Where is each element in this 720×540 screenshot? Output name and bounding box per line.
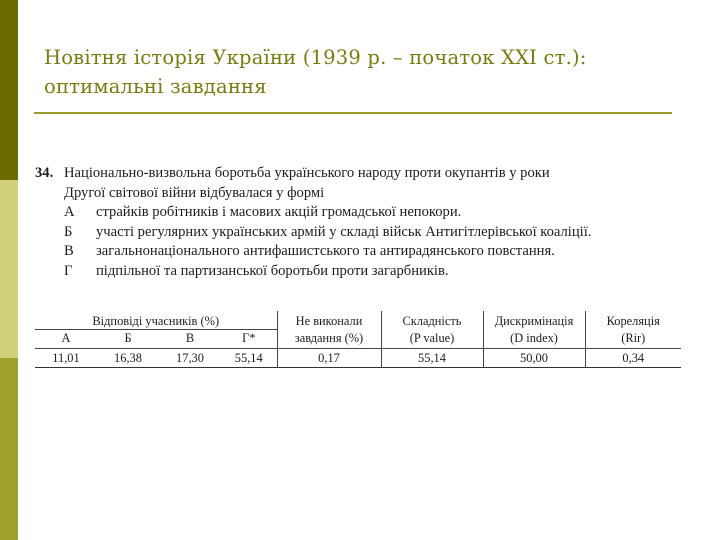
value-discrimination: 50,00	[483, 349, 585, 368]
title-divider	[34, 112, 672, 114]
value-b: 16,38	[97, 349, 159, 368]
option-g-letter: Г	[64, 262, 73, 279]
slide-title-line1: Новітня історія України (1939 р. – початок XXI ст.):	[44, 46, 587, 69]
value-a: 11,01	[35, 349, 97, 368]
question-text-line1: Національно-визвольна боротьба українського народу проти окупантів у роки	[64, 165, 550, 181]
answer-col-a: А	[35, 330, 97, 349]
answer-col-b: Б	[97, 330, 159, 349]
answer-col-v: В	[159, 330, 221, 349]
difficulty-header-1: Складність	[381, 311, 483, 330]
correlation-header-2: (Rir)	[585, 330, 681, 349]
table-row	[35, 349, 681, 368]
statistics-table	[35, 311, 681, 368]
side-bar-light	[0, 180, 18, 358]
option-v-letter: В	[64, 243, 74, 260]
value-g: 55,14	[221, 349, 277, 368]
option-v-text: загальнонаціонального антифашистського та антирадянського повстання.	[96, 243, 555, 260]
value-correlation: 0,34	[585, 349, 681, 368]
question-block	[35, 164, 685, 282]
discrimination-header-2: (D index)	[483, 330, 585, 349]
discrimination-header-1: Дискримінація	[483, 311, 585, 330]
question-text-line2: Другої світової війни відбувалася у формі	[64, 184, 325, 201]
side-bar-olive	[0, 358, 18, 540]
not-done-header-1: Не виконали	[277, 311, 381, 330]
side-bar-dark	[0, 0, 18, 180]
option-g	[35, 262, 685, 282]
slide-title	[44, 43, 704, 101]
answers-group-header: Відповіді учасників (%)	[92, 314, 220, 328]
value-v: 17,30	[159, 349, 221, 368]
option-g-text: підпільної та партизанської боротьби проти загарбників.	[96, 262, 449, 279]
slide-title-line2: оптимальні завдання	[44, 75, 267, 98]
option-b-text: участі регулярних українських армій у складі військ Антигітлерівської коаліції.	[96, 223, 592, 240]
answer-col-g: Г*	[221, 330, 277, 349]
value-difficulty: 55,14	[381, 349, 483, 368]
option-v	[35, 242, 685, 262]
option-a	[35, 203, 685, 223]
not-done-header-2: завдання (%)	[277, 330, 381, 349]
option-b	[35, 223, 685, 243]
correlation-header-1: Кореляція	[585, 311, 681, 330]
value-not-done: 0,17	[277, 349, 381, 368]
difficulty-header-2: (P value)	[381, 330, 483, 349]
option-a-text: страйків робітників і масових акцій громадської непокори.	[96, 204, 462, 221]
option-b-letter: Б	[64, 223, 73, 240]
question-number: 34.	[35, 165, 54, 181]
option-a-letter: А	[64, 204, 75, 221]
